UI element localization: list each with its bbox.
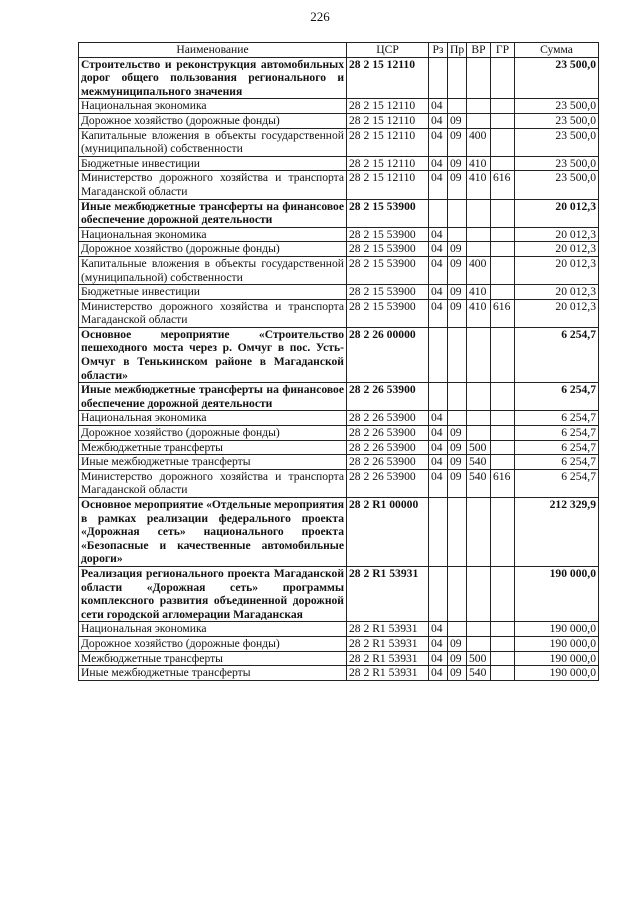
row-name-cell: Иные межбюджетные трансферты bbox=[79, 455, 347, 470]
row-gr-cell bbox=[491, 327, 515, 382]
row-rz-cell: 04 bbox=[429, 299, 448, 327]
header-sum: Сумма bbox=[515, 43, 599, 58]
table-row bbox=[79, 426, 599, 441]
row-name-cell: Дорожное хозяйство (дорожные фонды) bbox=[79, 636, 347, 651]
row-rz-cell: 04 bbox=[429, 227, 448, 242]
row-csr-cell: 28 2 R1 53931 bbox=[347, 651, 429, 666]
row-csr-cell: 28 2 15 12110 bbox=[347, 57, 429, 99]
header-pr: Пр bbox=[448, 43, 467, 58]
row-name-cell: Национальная экономика bbox=[79, 227, 347, 242]
row-sum-cell: 23 500,0 bbox=[515, 113, 599, 128]
row-pr-cell bbox=[448, 227, 467, 242]
table-row bbox=[79, 498, 599, 567]
row-name-cell: Дорожное хозяйство (дорожные фонды) bbox=[79, 242, 347, 257]
row-gr-cell bbox=[491, 227, 515, 242]
row-pr-cell: 09 bbox=[448, 636, 467, 651]
row-sum-cell: 212 329,9 bbox=[515, 498, 599, 567]
row-pr-cell: 09 bbox=[448, 469, 467, 497]
row-gr-cell bbox=[491, 636, 515, 651]
row-pr-cell bbox=[448, 327, 467, 382]
row-rz-cell bbox=[429, 199, 448, 227]
row-sum-cell: 20 012,3 bbox=[515, 242, 599, 257]
row-csr-cell: 28 2 26 53900 bbox=[347, 469, 429, 497]
row-rz-cell bbox=[429, 566, 448, 621]
row-pr-cell: 09 bbox=[448, 156, 467, 171]
row-csr-cell: 28 2 15 53900 bbox=[347, 242, 429, 257]
row-vr-cell: 500 bbox=[467, 440, 491, 455]
row-csr-cell: 28 2 15 53900 bbox=[347, 256, 429, 284]
row-gr-cell bbox=[491, 128, 515, 156]
row-sum-cell: 6 254,7 bbox=[515, 455, 599, 470]
table-row bbox=[79, 651, 599, 666]
row-rz-cell: 04 bbox=[429, 636, 448, 651]
row-rz-cell: 04 bbox=[429, 440, 448, 455]
table-row bbox=[79, 242, 599, 257]
row-vr-cell: 540 bbox=[467, 469, 491, 497]
row-csr-cell: 28 2 26 00000 bbox=[347, 327, 429, 382]
row-name-cell: Министерство дорожного хозяйства и транспорта Магаданской области bbox=[79, 469, 347, 497]
row-vr-cell bbox=[467, 411, 491, 426]
row-sum-cell: 6 254,7 bbox=[515, 469, 599, 497]
row-name-cell: Национальная экономика bbox=[79, 99, 347, 114]
row-name-cell: Межбюджетные трансферты bbox=[79, 651, 347, 666]
row-name-cell: Иные межбюджетные трансферты на финансовое обеспечение дорожной деятельности bbox=[79, 383, 347, 411]
row-rz-cell: 04 bbox=[429, 455, 448, 470]
row-gr-cell: 616 bbox=[491, 171, 515, 199]
row-rz-cell: 04 bbox=[429, 285, 448, 300]
row-rz-cell bbox=[429, 327, 448, 382]
row-vr-cell bbox=[467, 566, 491, 621]
row-gr-cell bbox=[491, 426, 515, 441]
row-sum-cell: 6 254,7 bbox=[515, 383, 599, 411]
row-sum-cell: 190 000,0 bbox=[515, 566, 599, 621]
row-vr-cell bbox=[467, 242, 491, 257]
row-vr-cell: 540 bbox=[467, 455, 491, 470]
row-vr-cell: 500 bbox=[467, 651, 491, 666]
row-rz-cell: 04 bbox=[429, 411, 448, 426]
row-gr-cell bbox=[491, 455, 515, 470]
row-vr-cell: 410 bbox=[467, 156, 491, 171]
table-row bbox=[79, 285, 599, 300]
row-gr-cell bbox=[491, 99, 515, 114]
row-gr-cell bbox=[491, 383, 515, 411]
row-sum-cell: 6 254,7 bbox=[515, 327, 599, 382]
row-gr-cell: 616 bbox=[491, 469, 515, 497]
row-sum-cell: 23 500,0 bbox=[515, 99, 599, 114]
row-rz-cell: 04 bbox=[429, 666, 448, 681]
row-pr-cell: 09 bbox=[448, 171, 467, 199]
row-rz-cell bbox=[429, 383, 448, 411]
row-vr-cell: 410 bbox=[467, 285, 491, 300]
row-vr-cell: 540 bbox=[467, 666, 491, 681]
row-csr-cell: 28 2 15 53900 bbox=[347, 199, 429, 227]
row-pr-cell bbox=[448, 622, 467, 637]
table-row bbox=[79, 383, 599, 411]
header-csr: ЦСР bbox=[347, 43, 429, 58]
row-csr-cell: 28 2 R1 53931 bbox=[347, 622, 429, 637]
row-name-cell: Строительство и реконструкция автомобильных дорог общего пользования регионального и межмуниципального значения bbox=[79, 57, 347, 99]
row-name-cell: Реализация регионального проекта Магаданской области «Дорожная сеть» программы комплексного развития объединенной дорожной сети городской агломерации Магаданская bbox=[79, 566, 347, 621]
row-rz-cell bbox=[429, 498, 448, 567]
row-name-cell: Национальная экономика bbox=[79, 411, 347, 426]
row-vr-cell bbox=[467, 426, 491, 441]
table-row bbox=[79, 411, 599, 426]
row-name-cell: Иные межбюджетные трансферты bbox=[79, 666, 347, 681]
row-gr-cell bbox=[491, 57, 515, 99]
row-name-cell: Министерство дорожного хозяйства и транспорта Магаданской области bbox=[79, 171, 347, 199]
row-gr-cell bbox=[491, 256, 515, 284]
row-csr-cell: 28 2 R1 00000 bbox=[347, 498, 429, 567]
row-pr-cell: 09 bbox=[448, 285, 467, 300]
row-vr-cell bbox=[467, 636, 491, 651]
row-vr-cell: 410 bbox=[467, 171, 491, 199]
table-row bbox=[79, 199, 599, 227]
table-row bbox=[79, 455, 599, 470]
row-pr-cell: 09 bbox=[448, 666, 467, 681]
row-name-cell: Национальная экономика bbox=[79, 622, 347, 637]
row-sum-cell: 6 254,7 bbox=[515, 411, 599, 426]
table-row bbox=[79, 227, 599, 242]
row-pr-cell: 09 bbox=[448, 242, 467, 257]
row-gr-cell bbox=[491, 199, 515, 227]
row-csr-cell: 28 2 15 53900 bbox=[347, 299, 429, 327]
row-pr-cell: 09 bbox=[448, 113, 467, 128]
row-name-cell: Межбюджетные трансферты bbox=[79, 440, 347, 455]
table-row bbox=[79, 171, 599, 199]
row-name-cell: Капитальные вложения в объекты государственной (муниципальной) собственности bbox=[79, 128, 347, 156]
row-sum-cell: 20 012,3 bbox=[515, 227, 599, 242]
row-pr-cell bbox=[448, 566, 467, 621]
row-vr-cell: 400 bbox=[467, 128, 491, 156]
row-gr-cell: 616 bbox=[491, 299, 515, 327]
row-sum-cell: 190 000,0 bbox=[515, 666, 599, 681]
row-csr-cell: 28 2 26 53900 bbox=[347, 426, 429, 441]
row-csr-cell: 28 2 26 53900 bbox=[347, 455, 429, 470]
row-csr-cell: 28 2 15 12110 bbox=[347, 99, 429, 114]
row-name-cell: Дорожное хозяйство (дорожные фонды) bbox=[79, 113, 347, 128]
table-row bbox=[79, 440, 599, 455]
row-sum-cell: 190 000,0 bbox=[515, 651, 599, 666]
row-sum-cell: 20 012,3 bbox=[515, 299, 599, 327]
row-pr-cell bbox=[448, 383, 467, 411]
table-row bbox=[79, 99, 599, 114]
table-body bbox=[79, 57, 599, 680]
row-vr-cell: 410 bbox=[467, 299, 491, 327]
row-gr-cell bbox=[491, 285, 515, 300]
row-rz-cell: 04 bbox=[429, 171, 448, 199]
table-row bbox=[79, 156, 599, 171]
table-row bbox=[79, 622, 599, 637]
row-pr-cell bbox=[448, 199, 467, 227]
row-pr-cell: 09 bbox=[448, 440, 467, 455]
table-row bbox=[79, 666, 599, 681]
row-sum-cell: 23 500,0 bbox=[515, 171, 599, 199]
table-row bbox=[79, 327, 599, 382]
header-name: Наименование bbox=[79, 43, 347, 58]
row-sum-cell: 6 254,7 bbox=[515, 440, 599, 455]
table-row bbox=[79, 469, 599, 497]
row-sum-cell: 190 000,0 bbox=[515, 622, 599, 637]
row-rz-cell: 04 bbox=[429, 651, 448, 666]
row-pr-cell: 09 bbox=[448, 426, 467, 441]
row-rz-cell: 04 bbox=[429, 426, 448, 441]
table-row bbox=[79, 128, 599, 156]
row-vr-cell: 400 bbox=[467, 256, 491, 284]
row-vr-cell bbox=[467, 199, 491, 227]
row-sum-cell: 20 012,3 bbox=[515, 285, 599, 300]
row-pr-cell bbox=[448, 498, 467, 567]
row-name-cell: Основное мероприятие «Отдельные мероприятия в рамках реализации федерального проекта «Дорожная сеть» национального проекта «Безопасные и качественные автомобильные дороги» bbox=[79, 498, 347, 567]
row-gr-cell bbox=[491, 566, 515, 621]
row-gr-cell bbox=[491, 440, 515, 455]
budget-table bbox=[78, 42, 599, 681]
row-name-cell: Дорожное хозяйство (дорожные фонды) bbox=[79, 426, 347, 441]
row-csr-cell: 28 2 15 12110 bbox=[347, 156, 429, 171]
row-csr-cell: 28 2 15 53900 bbox=[347, 227, 429, 242]
row-sum-cell: 20 012,3 bbox=[515, 199, 599, 227]
row-gr-cell bbox=[491, 411, 515, 426]
row-csr-cell: 28 2 15 12110 bbox=[347, 171, 429, 199]
row-pr-cell: 09 bbox=[448, 651, 467, 666]
row-gr-cell bbox=[491, 498, 515, 567]
row-gr-cell bbox=[491, 651, 515, 666]
header-vr: ВР bbox=[467, 43, 491, 58]
row-csr-cell: 28 2 15 12110 bbox=[347, 113, 429, 128]
row-name-cell: Министерство дорожного хозяйства и транспорта Магаданской области bbox=[79, 299, 347, 327]
table-row bbox=[79, 566, 599, 621]
row-rz-cell: 04 bbox=[429, 622, 448, 637]
row-gr-cell bbox=[491, 242, 515, 257]
header-rz: Рз bbox=[429, 43, 448, 58]
row-rz-cell bbox=[429, 57, 448, 99]
row-rz-cell: 04 bbox=[429, 113, 448, 128]
row-sum-cell: 6 254,7 bbox=[515, 426, 599, 441]
row-sum-cell: 23 500,0 bbox=[515, 156, 599, 171]
table-row bbox=[79, 256, 599, 284]
row-pr-cell: 09 bbox=[448, 299, 467, 327]
row-name-cell: Бюджетные инвестиции bbox=[79, 285, 347, 300]
row-pr-cell: 09 bbox=[448, 256, 467, 284]
row-vr-cell bbox=[467, 327, 491, 382]
row-vr-cell bbox=[467, 622, 491, 637]
row-vr-cell bbox=[467, 57, 491, 99]
row-csr-cell: 28 2 26 53900 bbox=[347, 411, 429, 426]
row-rz-cell: 04 bbox=[429, 156, 448, 171]
row-rz-cell: 04 bbox=[429, 99, 448, 114]
table-row bbox=[79, 636, 599, 651]
row-sum-cell: 20 012,3 bbox=[515, 256, 599, 284]
table-header bbox=[79, 43, 599, 58]
row-rz-cell: 04 bbox=[429, 256, 448, 284]
row-vr-cell bbox=[467, 498, 491, 567]
row-rz-cell: 04 bbox=[429, 128, 448, 156]
row-pr-cell: 09 bbox=[448, 455, 467, 470]
row-gr-cell bbox=[491, 622, 515, 637]
row-name-cell: Бюджетные инвестиции bbox=[79, 156, 347, 171]
row-name-cell: Иные межбюджетные трансферты на финансовое обеспечение дорожной деятельности bbox=[79, 199, 347, 227]
row-gr-cell bbox=[491, 156, 515, 171]
row-name-cell: Основное мероприятие «Строительство пешеходного моста через р. Омчуг в пос. Усть-Омчуг в Тенькинском районе в Магаданской области» bbox=[79, 327, 347, 382]
page-number: 226 bbox=[310, 9, 330, 24]
row-pr-cell bbox=[448, 99, 467, 114]
table-row bbox=[79, 299, 599, 327]
row-csr-cell: 28 2 R1 53931 bbox=[347, 666, 429, 681]
row-pr-cell bbox=[448, 57, 467, 99]
row-vr-cell bbox=[467, 99, 491, 114]
row-name-cell: Капитальные вложения в объекты государственной (муниципальной) собственности bbox=[79, 256, 347, 284]
table-row bbox=[79, 113, 599, 128]
row-csr-cell: 28 2 26 53900 bbox=[347, 440, 429, 455]
row-pr-cell: 09 bbox=[448, 128, 467, 156]
row-vr-cell bbox=[467, 383, 491, 411]
row-vr-cell bbox=[467, 113, 491, 128]
row-sum-cell: 190 000,0 bbox=[515, 636, 599, 651]
row-csr-cell: 28 2 15 53900 bbox=[347, 285, 429, 300]
row-pr-cell bbox=[448, 411, 467, 426]
row-csr-cell: 28 2 R1 53931 bbox=[347, 566, 429, 621]
row-csr-cell: 28 2 15 12110 bbox=[347, 128, 429, 156]
row-sum-cell: 23 500,0 bbox=[515, 57, 599, 99]
row-gr-cell bbox=[491, 113, 515, 128]
row-csr-cell: 28 2 26 53900 bbox=[347, 383, 429, 411]
row-rz-cell: 04 bbox=[429, 469, 448, 497]
row-sum-cell: 23 500,0 bbox=[515, 128, 599, 156]
row-gr-cell bbox=[491, 666, 515, 681]
table-row bbox=[79, 57, 599, 99]
row-vr-cell bbox=[467, 227, 491, 242]
header-gr: ГР bbox=[491, 43, 515, 58]
row-csr-cell: 28 2 R1 53931 bbox=[347, 636, 429, 651]
row-rz-cell: 04 bbox=[429, 242, 448, 257]
